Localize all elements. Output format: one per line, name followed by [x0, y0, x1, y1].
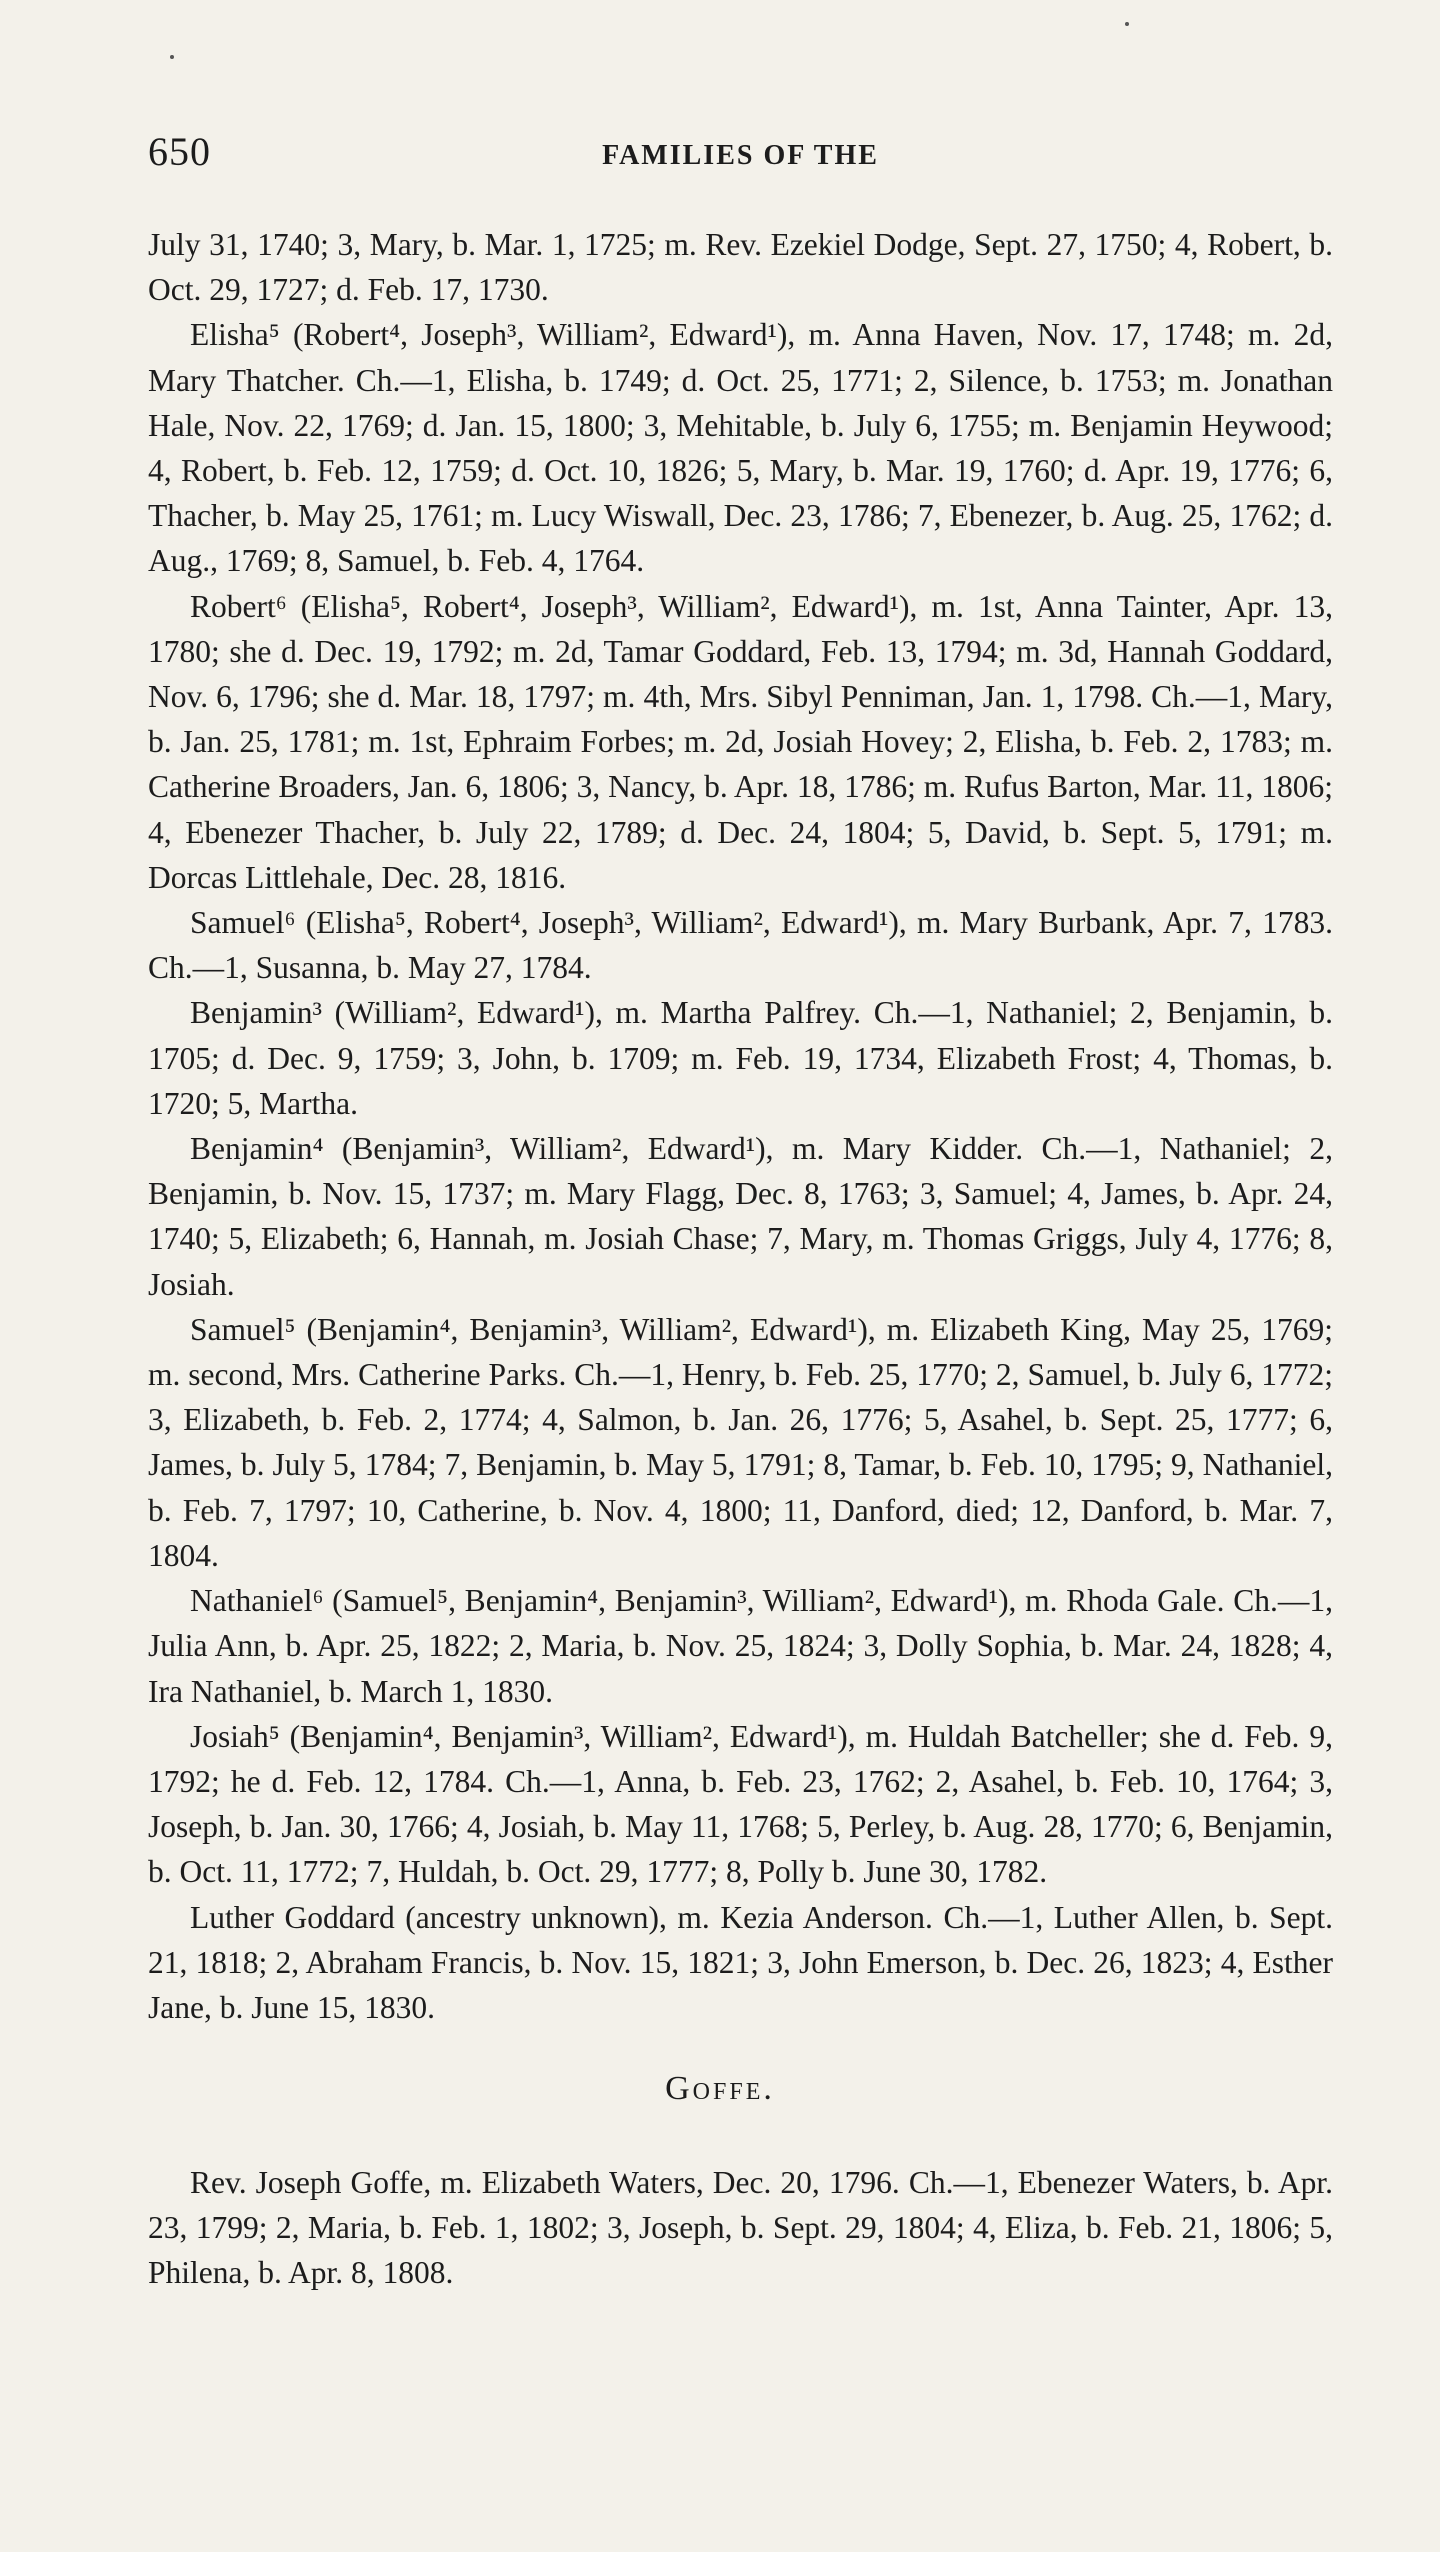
entry-paragraph: Josiah⁵ (Benjamin⁴, Benjamin³, William², Edward¹), m. Huldah Batcheller; she d. Feb. 9, 1792; he d. Feb. 12, 1784. Ch.—1, Anna, b. Feb. 23, 1762; 2, Asahel, b. Feb. 10, 1764; 3, Joseph, b. Jan. 30, 1766; 4, Josiah, b. May 11, 1768; 5, Perley, b. Aug. 28, 1770; 6, Benjamin, b. Oct. 11, 1772; 7, Huldah, b. Oct. 29, 1777; 8, Polly b. June 30, 1782.	[148, 1718, 1333, 1890]
entry-paragraph: Samuel⁵ (Benjamin⁴, Benjamin³, William², Edward¹), m. Elizabeth King, May 25, 1769; m. second, Mrs. Catherine Parks. Ch.—1, Henry, b. Feb. 25, 1770; 2, Samuel, b. July 6, 1772; 3, Elizabeth, b. Feb. 2, 1774; 4, Salmon, b. Jan. 26, 1776; 5, Asahel, b. Sept. 25, 1777; 6, James, b. July 5, 1784; 7, Benjamin, b. May 5, 1791; 8, Tamar, b. Feb. 10, 1795; 9, Nathaniel, b. Feb. 7, 1797; 10, Catherine, b. Nov. 4, 1800; 11, Danford, died; 12, Danford, b. Mar. 7, 1804.	[148, 1311, 1333, 1573]
entry-paragraph: Elisha⁵ (Robert⁴, Joseph³, William², Edward¹), m. Anna Haven, Nov. 17, 1748; m. 2d, Mary Thatcher. Ch.—1, Elisha, b. 1749; d. Oct. 25, 1771; 2, Silence, b. 1753; m. Jonathan Hale, Nov. 22, 1769; d. Jan. 15, 1800; 3, Mehitable, b. July 6, 1755; m. Benjamin Heywood; 4, Robert, b. Feb. 12, 1759; d. Oct. 10, 1826; 5, Mary, b. Mar. 19, 1760; d. Apr. 19, 1776; 6, Thacher, b. May 25, 1761; m. Lucy Wiswall, Dec. 23, 1786; 7, Ebenezer, b. Aug. 25, 1762; d. Aug., 1769; 8, Samuel, b. Feb. 4, 1764.	[148, 317, 1333, 579]
page-number: 650	[148, 129, 211, 174]
running-head: FAMILIES OF THE	[602, 140, 879, 171]
section-heading: Goffe.	[665, 2070, 775, 2107]
entry-paragraph: Luther Goddard (ancestry unknown), m. Kezia Anderson. Ch.—1, Luther Allen, b. Sept. 21, 1818; 2, Abraham Francis, b. Nov. 15, 1821; 3, John Emerson, b. Dec. 26, 1823; 4, Esther Jane, b. June 15, 1830.	[148, 1899, 1333, 2025]
section-text	[148, 2160, 1333, 2296]
print-speck	[1125, 22, 1129, 26]
page-header	[148, 118, 1333, 188]
entry-paragraph: Rev. Joseph Goffe, m. Elizabeth Waters, Dec. 20, 1796. Ch.—1, Ebenezer Waters, b. Apr. 23, 1799; 2, Maria, b. Feb. 1, 1802; 3, Joseph, b. Sept. 29, 1804; 4, Eliza, b. Feb. 21, 1806; 5, Philena, b. Apr. 8, 1808.	[148, 2165, 1333, 2291]
print-speck	[170, 55, 174, 59]
entry-paragraph: Samuel⁶ (Elisha⁵, Robert⁴, Joseph³, William², Edward¹), m. Mary Burbank, Apr. 7, 1783. Ch.—1, Susanna, b. May 27, 1784.	[148, 905, 1333, 986]
genealogy-text	[148, 222, 1333, 2030]
entry-paragraph: July 31, 1740; 3, Mary, b. Mar. 1, 1725; m. Rev. Ezekiel Dodge, Sept. 27, 1750; 4, Robert, b. Oct. 29, 1727; d. Feb. 17, 1730.	[148, 227, 1333, 308]
entry-paragraph: Benjamin³ (William², Edward¹), m. Martha Palfrey. Ch.—1, Nathaniel; 2, Benjamin, b. 1705; d. Dec. 9, 1759; 3, John, b. 1709; m. Feb. 19, 1734, Elizabeth Frost; 4, Thomas, b. 1720; 5, Martha.	[148, 995, 1333, 1121]
entry-paragraph: Robert⁶ (Elisha⁵, Robert⁴, Joseph³, William², Edward¹), m. 1st, Anna Tainter, Apr. 13, 1780; she d. Dec. 19, 1792; m. 2d, Tamar Goddard, Feb. 13, 1794; m. 3d, Hannah Goddard, Nov. 6, 1796; she d. Mar. 18, 1797; m. 4th, Mrs. Sibyl Penniman, Jan. 1, 1798. Ch.—1, Mary, b. Jan. 25, 1781; m. 1st, Ephraim Forbes; m. 2d, Josiah Hovey; 2, Elisha, b. Feb. 2, 1783; m. Catherine Broaders, Jan. 6, 1806; 3, Nancy, b. Apr. 18, 1786; m. Rufus Barton, Mar. 11, 1806; 4, Ebenezer Thacher, b. July 22, 1789; d. Dec. 24, 1804; 5, David, b. Sept. 5, 1791; m. Dorcas Littlehale, Dec. 28, 1816.	[148, 588, 1333, 895]
entry-paragraph: Nathaniel⁶ (Samuel⁵, Benjamin⁴, Benjamin³, William², Edward¹), m. Rhoda Gale. Ch.—1, Julia Ann, b. Apr. 25, 1822; 2, Maria, b. Nov. 25, 1824; 3, Dolly Sophia, b. Mar. 24, 1828; 4, Ira Nathaniel, b. March 1, 1830.	[148, 1583, 1333, 1709]
entry-paragraph: Benjamin⁴ (Benjamin³, William², Edward¹), m. Mary Kidder. Ch.—1, Nathaniel; 2, Benjamin, b. Nov. 15, 1737; m. Mary Flagg, Dec. 8, 1763; 3, Samuel; 4, James, b. Apr. 24, 1740; 5, Elizabeth; 6, Hannah, m. Josiah Chase; 7, Mary, m. Thomas Griggs, July 4, 1776; 8, Josiah.	[148, 1131, 1333, 1302]
